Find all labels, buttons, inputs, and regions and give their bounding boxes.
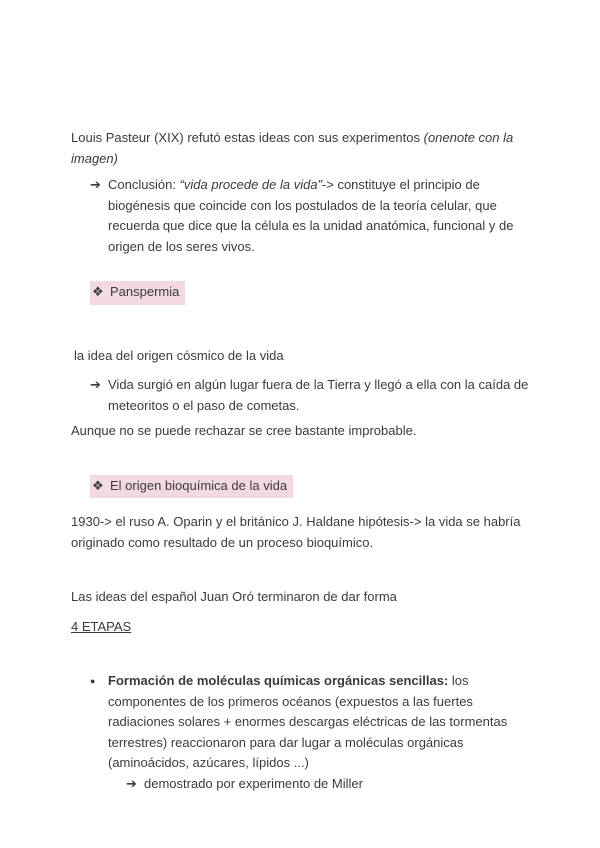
intro-italic-note: (onenote con la imagen) [71, 130, 514, 166]
arrow-bullet-icon: ➔ [90, 177, 101, 192]
heading-etapas [71, 617, 530, 638]
intro-regular-text: Louis Pasteur (XIX) refutó estas ideas con sus experimentos [71, 130, 424, 145]
heading-etapas-label: 4 ETAPAS [71, 618, 132, 634]
panspermia-bullet-text: Vida surgió en algún lugar fuera de la Tierra y llegó a ella con la caída de meteoritos o el paso de cometas. [108, 377, 529, 413]
formacion-bold-lead: Formación de moléculas químicas orgánicas sencillas: [108, 673, 449, 688]
bullet-conclusion [71, 175, 530, 257]
bioquimica-highlight [90, 475, 293, 499]
paragraph-oparin: 1930-> el ruso A. Oparin y el británico J. Haldane hipótesis-> la vida se habría originado como resultado de un proceso bioquímico. [71, 514, 521, 550]
bullet-formacion [71, 671, 530, 774]
diamond-bullet-icon: ❖ [92, 477, 104, 493]
conclusion-rest: -> constituye el principio de biogénesis que coincide con los postulados de la teoría celular, que recuerda que dice que la célula es la unidad anatómica, funcional y de origen de los seres vivos. [108, 177, 514, 254]
conclusion-text [108, 175, 530, 257]
paragraph-juan-oro: Las ideas del español Juan Oró terminaron de dar forma [71, 589, 397, 604]
heading-panspermia [90, 281, 530, 305]
formacion-text [108, 671, 530, 774]
conclusion-quote: “vida procede de la vida” [179, 177, 322, 192]
miller-text: demostrado por experimento de Miller [144, 775, 363, 791]
conclusion-label: Conclusión: [108, 177, 180, 192]
bullet-panspermia [71, 375, 530, 416]
arrow-bullet-icon: ➔ [90, 377, 101, 392]
paragraph-intro [71, 128, 530, 169]
disc-bullet-icon: ● [90, 676, 96, 686]
formacion-rest: los componentes de los primeros océanos (expuestos a las fuertes radiaciones solares + enormes descargas eléctricas de las tormentas terrestres) reaccionaron para dar lugar a moléculas orgánicas (aminoácidos, azúcares, lípidos ...) [108, 673, 508, 770]
panspermia-highlight [90, 281, 185, 305]
bullet-miller [71, 774, 530, 795]
heading-bioquimica-label: El origen bioquímica de la vida [110, 477, 288, 493]
paragraph-cosmic-idea: la idea del origen cósmico de la vida [74, 347, 284, 363]
diamond-bullet-icon: ❖ [92, 284, 104, 299]
heading-bioquimica [90, 475, 530, 499]
heading-panspermia-label: Panspermia [110, 284, 180, 299]
paragraph-improbable: Aunque no se puede rechazar se cree bastante improbable. [71, 423, 417, 438]
arrow-bullet-icon: ➔ [126, 775, 137, 791]
